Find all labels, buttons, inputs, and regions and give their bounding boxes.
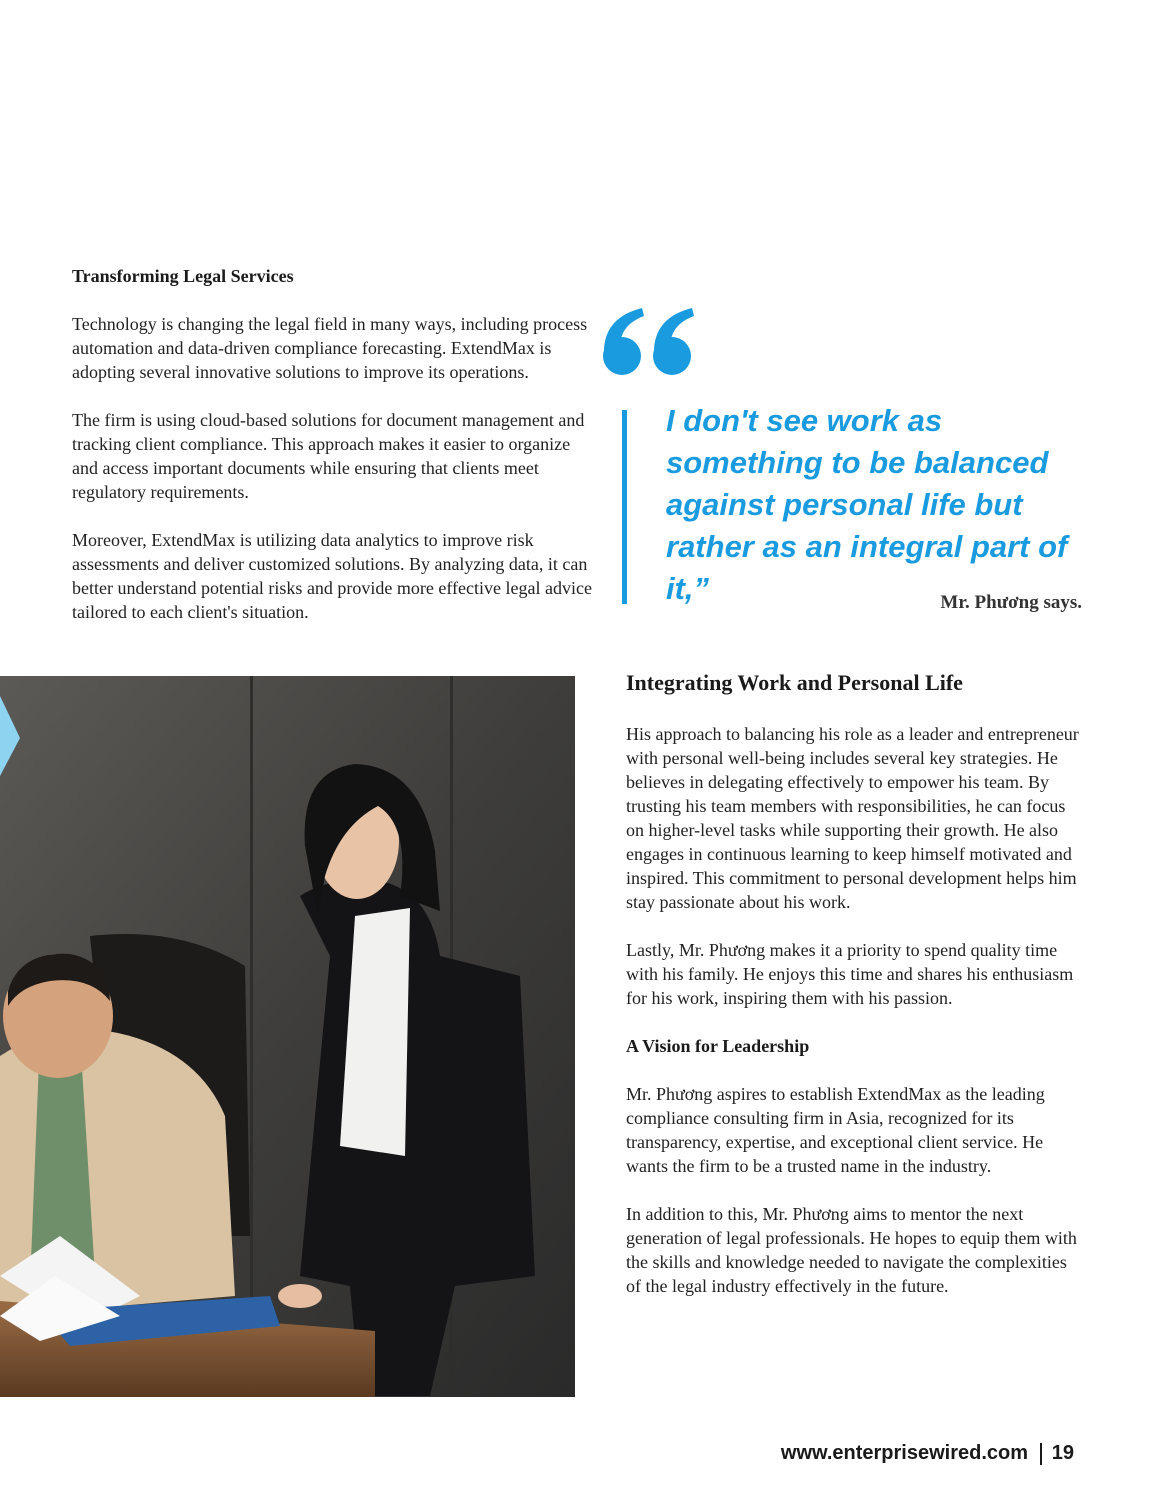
pull-quote-attribution: Mr. Phương says.	[940, 592, 1082, 613]
footer-website-link[interactable]: www.enterprisewired.com	[780, 1442, 1028, 1464]
footer-divider	[1040, 1443, 1042, 1465]
section-heading-transforming: Transforming Legal Services	[72, 266, 294, 286]
section-title-integrating: Integrating Work and Personal Life	[626, 670, 963, 695]
paragraph: His approach to balancing his role as a leader and entrepreneur with personal well-being includes several key strategies. He believes in delegating effectively to empower his team. By trusting his team members with responsibilities, he can focus on higher-level tasks while supporting their growth. He also engages in continuous learning to keep himself motivated and inspired. This commitment to personal development helps him stay passionate about his work.	[626, 724, 1079, 912]
quote-accent-bar	[622, 410, 627, 604]
left-column	[72, 264, 592, 648]
paragraph: Moreover, ExtendMax is utilizing data analytics to improve risk assessments and deliver customized solutions. By analyzing data, it can better understand potential risks and provide more effective legal advice tailored to each client's situation.	[72, 530, 592, 622]
photo-meeting	[0, 676, 575, 1397]
paragraph: In addition to this, Mr. Phương aims to mentor the next generation of legal professionals. He hopes to equip them with the skills and knowledge needed to navigate the complexities of the legal industry effectively in the future.	[626, 1204, 1077, 1296]
page-number: 19	[1051, 1442, 1074, 1464]
right-column	[626, 668, 1086, 1322]
pull-quote-text: I don't see work as something to be balanced against personal life but rather as an integral part of it,”	[666, 403, 1068, 606]
paragraph: The firm is using cloud-based solutions for document management and tracking client compliance. This approach makes it easier to organize and access important documents while ensuring that clients meet regulatory requirements.	[72, 410, 585, 502]
section-heading-vision: A Vision for Leadership	[626, 1036, 810, 1056]
paragraph: Lastly, Mr. Phương makes it a priority to spend quality time with his family. He enjoys this time and shares his enthusiasm for his work, inspiring them with his passion.	[626, 940, 1074, 1008]
paragraph: Technology is changing the legal field in many ways, including process automation and data-driven compliance forecasting. ExtendMax is adopting several innovative solutions to improve its operations.	[72, 314, 588, 382]
quote-mark-icon	[598, 282, 708, 392]
paragraph: Mr. Phương aspires to establish ExtendMax as the leading compliance consulting firm in Asia, recognized for its transparency, expertise, and exceptional client service. He wants the firm to be a trusted name in the industry.	[626, 1084, 1045, 1176]
page-footer	[700, 1442, 1080, 1470]
